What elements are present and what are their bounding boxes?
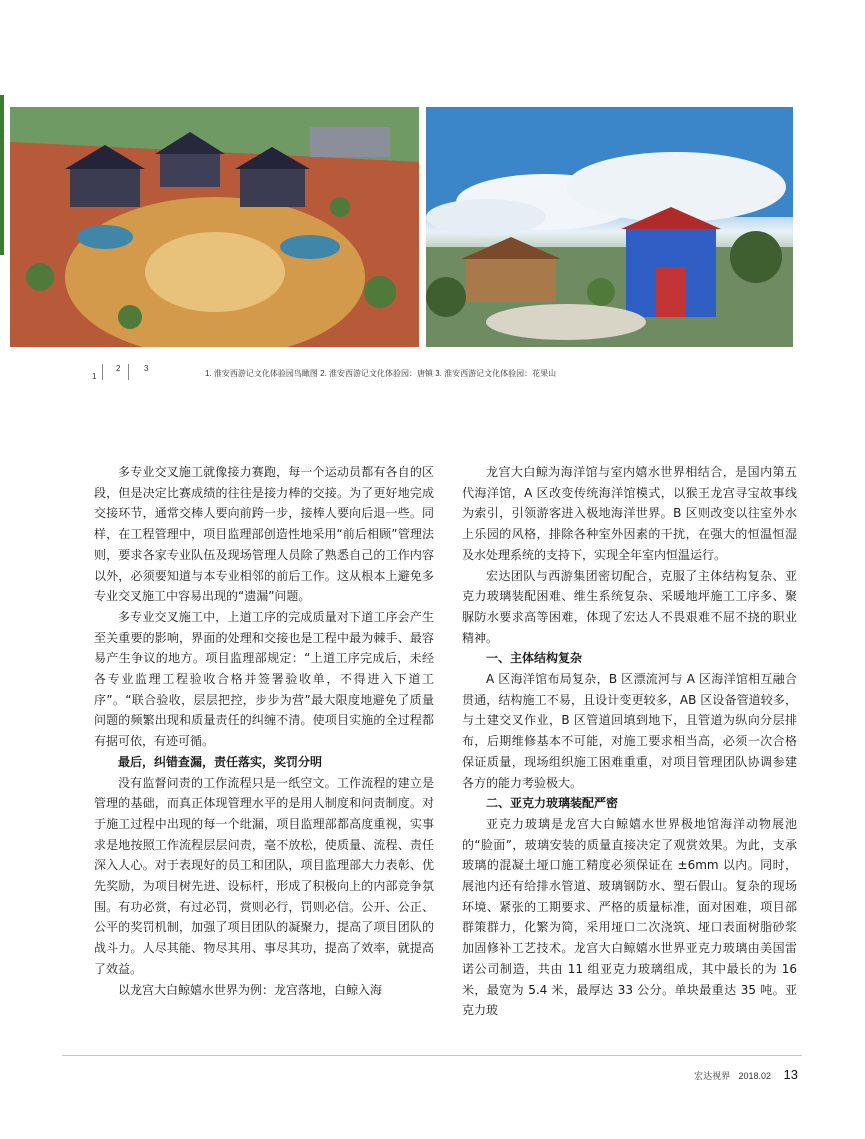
- aerial-view-photo: [10, 107, 419, 347]
- section-heading: 最后，纠错查漏，责任落实，奖罚分明: [118, 754, 323, 769]
- caption-divider: [102, 364, 117, 380]
- photo-caption: 1. 淮安西游记文化体验园鸟瞰图 2. 淮安西游记文化体验园：唐镇 3. 淮安西游记文化体验园：花果山: [205, 369, 557, 378]
- page-edge-strip: [0, 95, 4, 255]
- paragraph: 亚克力玻璃是龙宫大白鲸嬉水世界极地馆海洋动物展池的“脸面”，玻璃安装的质量直接决定了观赏效果。为此，支承玻璃的混凝土垭口施工精度必须保证在 ±6mm 以内。同时，展池内还有给排水管道、玻璃钢防水、塑石假山。复杂的现场环境、紧张的工期要求、严格的质量标准，面对困难，项目部群策群力，化繁为简，采用垭口二次浇筑、垭口表面树脂砂浆加固修补工艺技术。龙宫大白鲸嬉水世界亚克力玻璃由美国雷诺公司制造，共由 11 组亚克力玻璃组成，其中最长的为 16 米，最宽为 5.4 米，最厚达 33 公分。单块最重达 35 吨。亚克力玻: [462, 816, 797, 1018]
- photo-caption-row: [92, 364, 792, 388]
- page-number: 13: [783, 1067, 798, 1082]
- paragraph: 龙宫大白鲸为海洋馆与室内嬉水世界相结合，是国内第五代海洋馆，A 区改变传统海洋馆模式，以猴王龙宫寻宝故事线为索引，引领游客进入极地海洋世界。B 区则改变以往室外水上乐园的风格，排除各种室外因素的干扰，在强大的恒温恒湿及水处理系统的支持下，实现全年室内恒温运行。: [462, 465, 797, 562]
- caption-index-1: 1: [92, 372, 97, 381]
- caption-divider: [128, 364, 143, 380]
- section-heading: 一、主体结构复杂: [486, 651, 583, 666]
- paragraph: 多专业交叉施工中，上道工序的完成质量对下道工序会产生至关重要的影响，界面的处理和交接也是工程中最为棘手、最容易产生争议的地方。项目监理部规定：“上道工序完成后，未经各专业监理工程验收合格并签署验收单，不得进入下道工序”。“联合验收，层层把控，步步为营”最大限度地避免了质量问题的频繁出现和质量责任的纠缠不清。使项目实施的全过程都有据可依，有迹可循。: [94, 609, 434, 749]
- aerial-view-illustration: [10, 107, 419, 347]
- huaguoshan-illustration: [426, 107, 793, 347]
- page-footer: [694, 1066, 798, 1084]
- issue-number: 2018.02: [738, 1071, 772, 1081]
- caption-index-3: 3: [144, 364, 149, 373]
- right-text-column: [462, 462, 797, 1021]
- paragraph: A 区海洋馆布局复杂，B 区漂流河与 A 区海洋馆相互融合贯通，结构施工不易，且设计变更较多，AB 区设备管道较多，与土建交叉作业，B 区管道回填到地下，且管道为纵向分层排布，后期维修基本不可能，对施工要求相当高，必须一次合格保证质量，现场组织施工困难重重，对项目管理团队协调参建各方的能力考验极大。: [462, 672, 797, 790]
- paragraph: 以龙宫大白鲸嬉水世界为例：龙宫落地，白鲸入海: [118, 982, 383, 997]
- left-text-column: [94, 462, 434, 1000]
- section-heading: 二、亚克力玻璃装配严密: [486, 796, 619, 811]
- paragraph: 没有监督问责的工作流程只是一纸空文。工作流程的建立是管理的基础，而真正体现管理水平的是用人制度和问责制度。对于施工过程中出现的每一个纰漏，项目监理部都高度重视，实事求是地按照工作流程层层问责，毫不放松，使质量、流程、责任深入人心。对于表现好的员工和团队，项目监理部大力表彰、优先奖励，为项目树先进、设标杆，形成了积极向上的内部竞争氛围。有功必赏，有过必罚，赏则必行，罚则必信。公开、公正、公平的奖罚机制，加强了项目团队的凝聚力，提高了项目团队的战斗力。人尽其能、物尽其用、事尽其功，提高了效率，就提高了效益。: [94, 775, 434, 976]
- caption-index-2: 2: [116, 364, 121, 373]
- paragraph: 宏达团队与西游集团密切配合，克服了主体结构复杂、亚克力玻璃装配困难、维生系统复杂、采暖地坪施工工序多、聚脲防水要求高等困难，体现了宏达人不畏艰难不屈不挠的职业精神。: [462, 568, 797, 645]
- magazine-name: 宏达视界: [694, 1071, 731, 1081]
- footer-rule: [62, 1055, 802, 1056]
- huaguoshan-photo: [426, 107, 793, 347]
- paragraph: 多专业交叉施工就像接力赛跑，每一个运动员都有各自的区段，但是决定比赛成绩的往往是接力棒的交接。为了更好地完成交接环节，通常交棒人要向前跨一步，接棒人要向后退一些。同样，在工程管理中，项目监理部创造性地采用“前后相顾”管理法则，要求各家专业队伍及现场管理人员除了熟悉自己的工作内容以外，必须要知道与本专业相邻的前后工作。这从根本上避免多专业交叉施工中容易出现的“遗漏”问题。: [94, 465, 434, 604]
